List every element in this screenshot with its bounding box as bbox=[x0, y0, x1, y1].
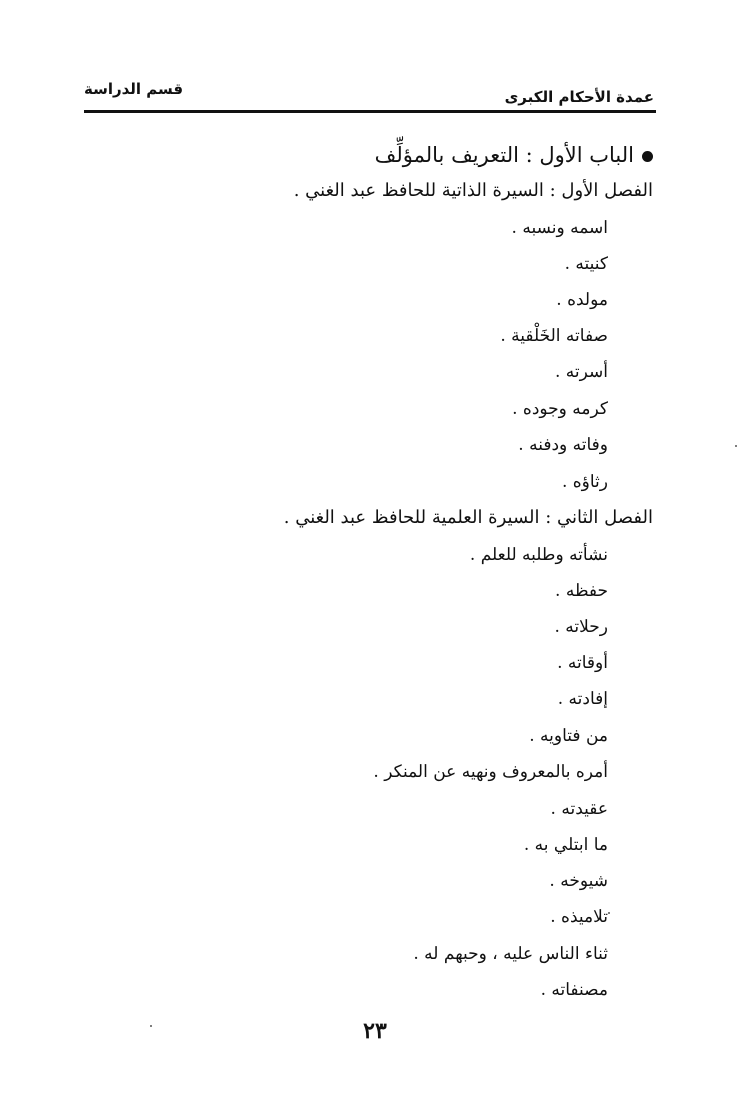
section-1-title: الفصل الأول : السيرة الذاتية للحافظ عبد الغني . bbox=[293, 180, 653, 201]
scan-speck bbox=[735, 445, 737, 447]
header-section-title: قسم الدراسة bbox=[84, 80, 184, 98]
section-2-item: من فتاويه . bbox=[529, 726, 608, 746]
section-2-item: مصنفاته . bbox=[540, 980, 608, 1000]
section-2-item: عقيدته . bbox=[550, 799, 608, 819]
page-number: ٢٣ bbox=[363, 1018, 387, 1044]
scan-speck bbox=[608, 912, 610, 914]
section-2-item: نشأته وطلبه للعلم . bbox=[469, 545, 608, 565]
section-2-title: الفصل الثاني : السيرة العلمية للحافظ عبد الغني . bbox=[283, 507, 653, 528]
chapter-title: الباب الأول : التعريف بالمؤلِّف bbox=[374, 143, 634, 167]
running-header bbox=[84, 80, 654, 106]
scan-speck bbox=[150, 1025, 152, 1027]
section-1-item: كرمه وجوده . bbox=[512, 399, 608, 419]
section-2-item: شيوخه . bbox=[549, 871, 608, 891]
section-1-item: صفاته الخَلْقية . bbox=[500, 326, 608, 346]
section-1-item: اسمه ونسبه . bbox=[511, 218, 608, 238]
section-1-item: مولده . bbox=[556, 290, 608, 310]
chapter-heading bbox=[375, 143, 653, 167]
header-rule bbox=[84, 110, 656, 113]
section-1-item: كنيته . bbox=[564, 254, 608, 274]
section-2-item: إفادته . bbox=[557, 689, 608, 709]
section-2-item: أمره بالمعروف ونهيه عن المنكر . bbox=[373, 762, 608, 782]
section-2-item: رحلاته . bbox=[554, 617, 608, 637]
section-2-item: ما ابتلي به . bbox=[523, 835, 608, 855]
bullet-icon bbox=[642, 151, 653, 162]
header-book-title: عمدة الأحكام الكبرى bbox=[504, 88, 654, 106]
section-2-item: تلاميذه . bbox=[550, 907, 608, 927]
section-1-item: رثاؤه . bbox=[561, 472, 608, 492]
section-2-item: ثناء الناس عليه ، وحبهم له . bbox=[413, 944, 608, 964]
section-2-item: حفظه . bbox=[555, 581, 608, 601]
section-1-item: أسرته . bbox=[554, 362, 608, 382]
section-1-item: وفاته ودفنه . bbox=[518, 435, 608, 455]
section-2-item: أوقاته . bbox=[557, 653, 608, 673]
